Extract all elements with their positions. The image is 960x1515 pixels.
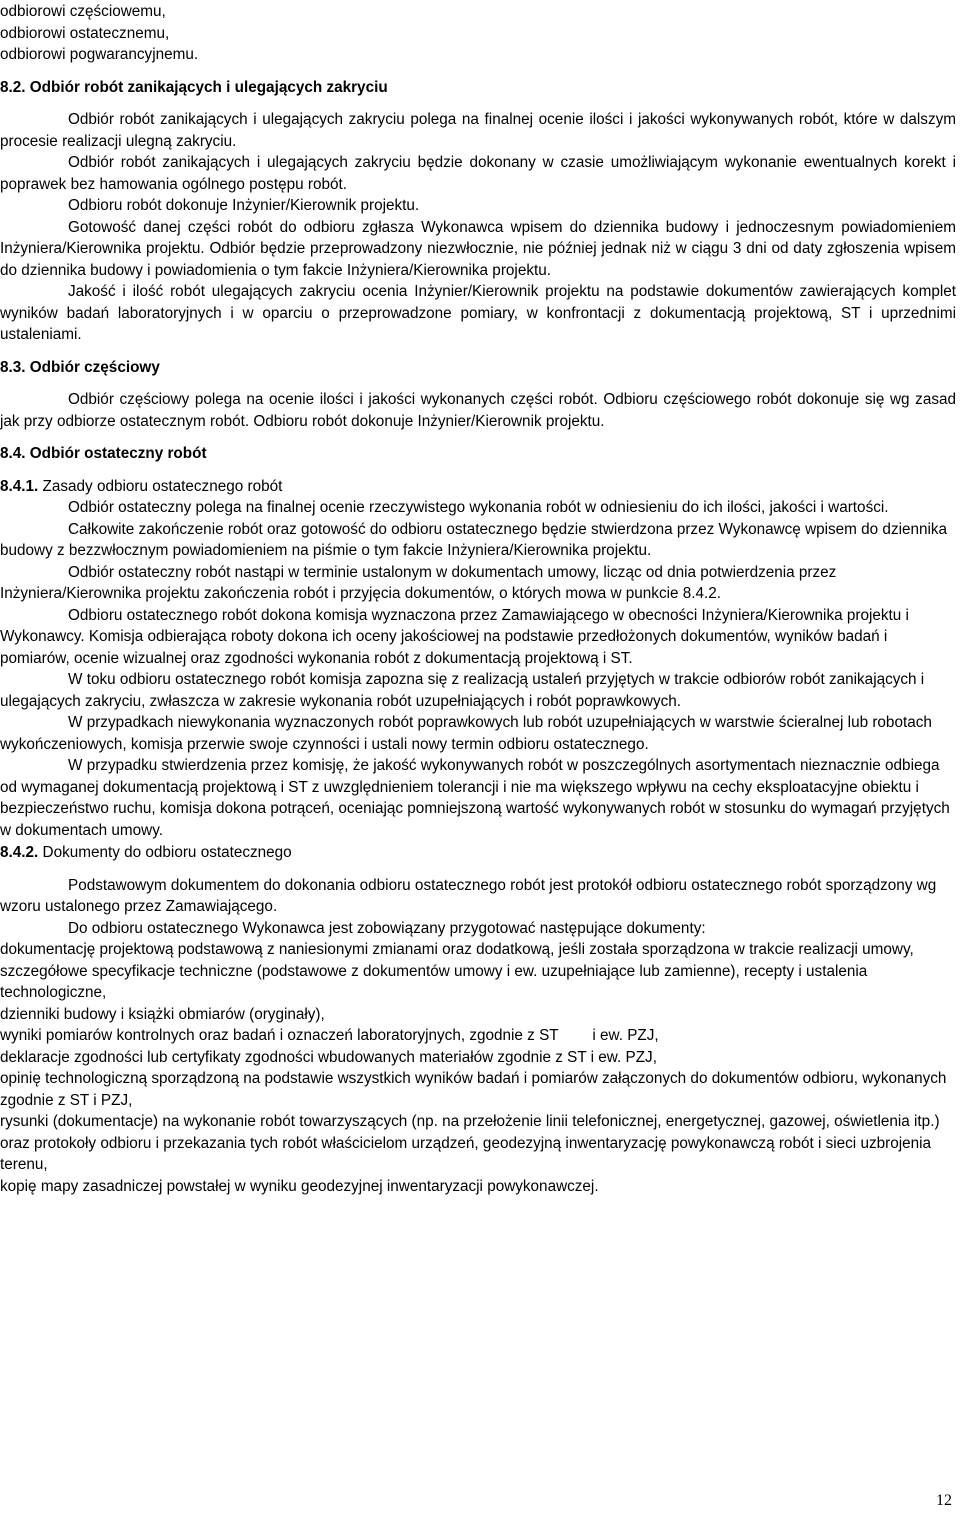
paragraph: Odbiór ostateczny polega na finalnej ocenie rzeczywistego wykonania robót w odniesieniu do ich ilości, jakości i wartości. <box>68 499 889 516</box>
section-heading-8-2: 8.2. Odbiór robót zanikających i ulegających zakryciu <box>0 78 388 96</box>
top-list <box>0 1 956 66</box>
list-item: wyniki pomiarów kontrolnych oraz badań i oznaczeń laboratoryjnych, zgodnie z ST i ew. PZJ, <box>0 1027 659 1044</box>
paragraph: Odbioru ostatecznego robót dokona komisja wyznaczona przez Zamawiającego w obecności Inżyniera/Kierownika projektu i Wykonawcy. Komisja odbierająca roboty dokona ich oceny jakościowej na podstawie przedłożonych dokumentów, wyników badań i pomiarów, ocenie wizualnej oraz zgodności wykonania robót z dokumentacją projektową i ST. <box>0 606 909 667</box>
list-item: dokumentację projektową podstawową z naniesionymi zmianami oraz dodatkową, jeśli została sporządzona w trakcie realizacji umowy, <box>0 941 914 958</box>
paragraph: Całkowite zakończenie robót oraz gotowość do odbioru ostatecznego będzie stwierdzona przez Wykonawcę wpisem do dziennika budowy z bezzwłocznym powiadomieniem na piśmie o tym fakcie Inżyniera/Kierownika projektu. <box>0 520 948 559</box>
paragraph: Jakość i ilość robót ulegających zakryciu ocenia Inżynier/Kierownik projektu na podstawie dokumentów zawierających komplet wyników badań laboratoryjnych i w oparciu o przeprowadzone pomiary, w konfrontacji z dokumentacją projektową, ST i uprzednimi ustaleniami. <box>0 283 956 343</box>
list-item: deklaracje zgodności lub certyfikaty zgodności wbudowanych materiałów zgodnie z ST i ew. PZJ, <box>0 1048 657 1066</box>
paragraph: W przypadku stwierdzenia przez komisję, że jakość wykonywanych robót w poszczególnych asortymentach nieznacznie odbiega od wymaganej dokumentacją projektową i ST z uwzględnieniem tolerancji i nie ma większego wpływu na cechy eksploatacyjne obiektu i bezpieczeństwo ruchu, komisja dokona potrąceń, oceniając pomniejszoną wartość wykonywanych robót w stosunku do wymagań przyjętych w dokumentach umowy. <box>0 757 950 839</box>
list-item: odbiorowi pogwarancyjnemu. <box>0 46 199 63</box>
paragraph: Odbiór ostateczny robót nastąpi w terminie ustalonym w dokumentach umowy, licząc od dnia potwierdzenia przez Inżyniera/Kierownika projektu zakończenia robót i przyjęcia dokumentów, o których mowa w punkcie 8.4.2. <box>0 563 837 602</box>
subsection-number: 8.4.1. <box>0 477 39 495</box>
subsection-heading-8-4-1 <box>0 476 956 498</box>
list-item: opinię technologiczną sporządzoną na podstawie wszystkich wyników badań i pomiarów załączonych do dokumentów odbioru, wykonanych zgodnie z ST i PZJ, <box>0 1070 947 1109</box>
paragraph: W toku odbioru ostatecznego robót komisja zapozna się z realizacją ustaleń przyjętych w trakcie odbiorów robót zanikających i ulegających zakryciu, zwłaszcza w zakresie wykonania robót uzupełniających i robót poprawkowych. <box>0 671 925 710</box>
section-heading-8-4: 8.4. Odbiór ostateczny robót <box>0 445 207 462</box>
documents-list <box>0 939 956 1197</box>
paragraph: Odbiór robót zanikających i ulegających zakryciu będzie dokonany w czasie umożliwiającym wykonanie ewentualnych korekt i poprawek bez hamowania ogólnego postępu robót. <box>0 154 956 193</box>
section-heading-8-3: 8.3. Odbiór częściowy <box>0 358 160 376</box>
paragraph: Odbioru robót dokonuje Inżynier/Kierownik projektu. <box>68 197 420 214</box>
paragraph: Podstawowym dokumentem do dokonania odbioru ostatecznego robót jest protokół odbioru ostatecznego robót sporządzony wg wzoru ustalonego przez Zamawiającego. <box>0 876 937 915</box>
subsection-number: 8.4.2. <box>0 844 39 861</box>
paragraph: Odbiór częściowy polega na ocenie ilości i jakości wykonanych części robót. Odbioru częściowego robót dokonuje się wg zasad jak przy odbiorze ostatecznym robót. Odbioru robót dokonuje Inżynier/Kierownik projektu. <box>0 391 956 430</box>
subsection-heading-8-4-2 <box>0 842 956 864</box>
paragraph: W przypadkach niewykonania wyznaczonych robót poprawkowych lub robót uzupełniających w warstwie ścieralnej lub robotach wykończeniowych, komisja przerwie swoje czynności i ustali nowy termin odbioru ostatecznego. <box>0 714 932 753</box>
paragraph: Gotowość danej części robót do odbioru zgłasza Wykonawca wpisem do dziennika budowy i jednoczesnym powiadomieniem Inżyniera/Kierownika projektu. Odbiór będzie przeprowadzony niezwłocznie, nie później jednak niż w ciągu 3 dni od daty zgłoszenia wpisem do dziennika budowy i powiadomienia o tym fakcie Inżyniera/Kierownika projektu. <box>0 218 956 279</box>
list-item: rysunki (dokumentacje) na wykonanie robót towarzyszących (np. na przełożenie linii telefonicznej, energetycznej, gazowej, oświetlenia itp.) oraz protokoły odbioru i przekazania tych robót właścicielom urządzeń, geodezyjną inwentaryzację powykonawczą robót i sieci uzbrojenia terenu, <box>0 1113 940 1173</box>
page-number: 12 <box>936 1492 952 1509</box>
list-item: dzienniki budowy i książki obmiarów (oryginały), <box>0 1005 325 1023</box>
list-item: kopię mapy zasadniczej powstałej w wyniku geodezyjnej inwentaryzacji powykonawczej. <box>0 1177 599 1195</box>
subsection-title: Zasady odbioru ostatecznego robót <box>38 477 283 495</box>
paragraph: Odbiór robót zanikających i ulegających zakryciu polega na finalnej ocenie ilości i jakości wykonywanych robót, które w dalszym procesie realizacji ulegną zakryciu. <box>0 111 956 150</box>
list-item: szczegółowe specyfikacje techniczne (podstawowe z dokumentów umowy i ew. uzupełniające lub zamienne), recepty i ustalenia technologiczne, <box>0 962 868 1001</box>
list-item: odbiorowi częściowemu, <box>0 3 166 20</box>
list-item: odbiorowi ostatecznemu, <box>0 24 170 42</box>
subsection-title: Dokumenty do odbioru ostatecznego <box>38 844 292 861</box>
paragraph: Do odbioru ostatecznego Wykonawca jest zobowiązany przygotować następujące dokumenty: <box>68 919 706 937</box>
